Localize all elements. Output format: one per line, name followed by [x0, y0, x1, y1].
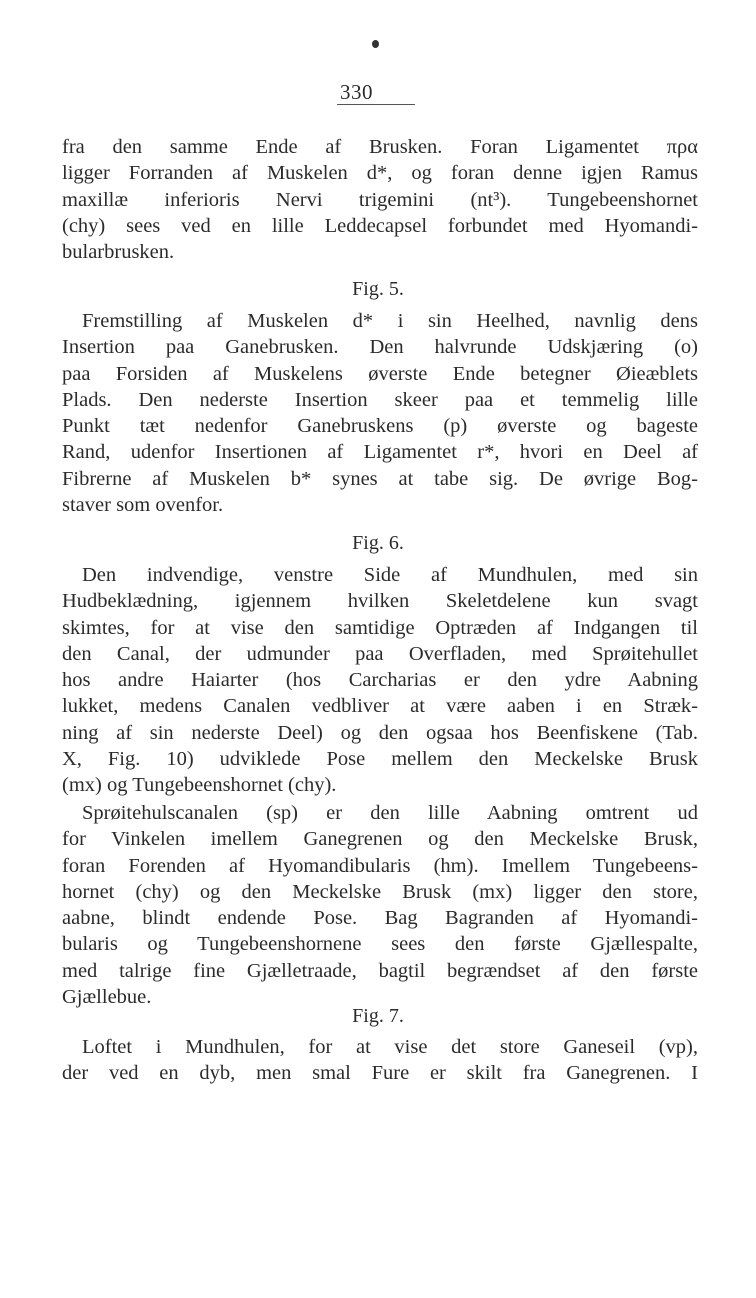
intro-paragraph: [62, 134, 698, 265]
text-line: Plads. Den nederste Insertion skeer paa et temmelig lille: [62, 388, 698, 411]
text-line: ning af sin nederste Deel) og den ogsaa hos Beenfiskene (Tab.: [62, 721, 698, 744]
text-line: aabne, blindt endende Pose. Bag Bagranden af Hyomandi-: [62, 907, 698, 930]
ink-dot: [372, 40, 379, 48]
text-line: der ved en dyb, men smal Fure er skilt fra Ganegrenen. I: [62, 1062, 698, 1085]
text-line: Sprøitehulscanalen (sp) er den lille Aabning omtrent ud: [82, 802, 698, 824]
text-line: fra den samme Ende af Brusken. Foran Ligamentet πρα: [62, 136, 698, 158]
text-line: (mx) og Tungebeenshornet (chy).: [62, 774, 337, 797]
text-line: den Canal, der udmunder paa Overfladen, med Sprøitehullet: [62, 642, 698, 665]
text-line: staver som ovenfor.: [62, 494, 224, 517]
text-line: med talrige fine Gjælletraade, bagtil begrændset af den første: [62, 959, 698, 982]
text-line: Rand, udenfor Insertionen af Ligamentet r*, hvori en Deel af: [62, 441, 698, 464]
page-number: 330: [340, 80, 373, 104]
fig6-paragraph-a: [62, 562, 698, 799]
text-line: skimtes, for at vise den samtidige Optræden af Indgangen til: [62, 616, 698, 639]
text-line: Gjællebue.: [62, 986, 152, 1009]
text-line: Insertion paa Ganebrusken. Den halvrunde Udskjæring (o): [62, 336, 698, 359]
text-line: maxillæ inferioris Nervi trigemini (nt³). Tungebeenshornet: [62, 188, 698, 211]
text-line: hornet (chy) og den Meckelske Brusk (mx) ligger den store,: [62, 880, 698, 903]
fig7-paragraph: [62, 1034, 698, 1087]
text-line: ligger Forranden af Muskelen d*, og foran denne igjen Ramus: [62, 162, 698, 185]
page-number-rule: [337, 104, 415, 105]
text-line: Loftet i Mundhulen, for at vise det store Ganeseil (vp),: [82, 1036, 698, 1058]
text-line: Fibrerne af Muskelen b* synes at tabe sig. De øvrige Bog-: [62, 467, 698, 490]
text-line: lukket, medens Canalen vedbliver at være aaben i en Stræk-: [62, 695, 698, 718]
text-line: Punkt tæt nedenfor Ganebruskens (p) øverste og bageste: [62, 415, 698, 438]
fig6-heading: Fig. 6.: [352, 532, 404, 554]
text-line: Hudbeklædning, igjennem hvilken Skeletdelene kun svagt: [62, 590, 698, 613]
text-line: for Vinkelen imellem Ganegrenen og den Meckelske Brusk,: [62, 828, 698, 851]
text-line: bularis og Tungebeenshornene sees den første Gjællespalte,: [62, 933, 698, 956]
fig5-paragraph: [62, 308, 698, 518]
text-line: (chy) sees ved en lille Leddecapsel forbundet med Hyomandi-: [62, 214, 698, 237]
text-line: Den indvendige, venstre Side af Mundhulen, med sin: [82, 564, 698, 586]
text-line: bularbrusken.: [62, 241, 175, 264]
text-line: paa Forsiden af Muskelens øverste Ende betegner Øieæblets: [62, 362, 698, 385]
fig5-heading: Fig. 5.: [352, 278, 404, 300]
fig6-paragraph-b: [62, 800, 698, 1010]
fig7-heading: Fig. 7.: [352, 1005, 404, 1027]
text-line: X, Fig. 10) udviklede Pose mellem den Meckelske Brusk: [62, 748, 698, 771]
text-line: Fremstilling af Muskelen d* i sin Heelhed, navnlig dens: [82, 310, 698, 332]
text-line: hos andre Haiarter (hos Carcharias er den ydre Aabning: [62, 669, 698, 692]
text-line: foran Forenden af Hyomandibularis (hm). Imellem Tungebeens-: [62, 854, 698, 877]
